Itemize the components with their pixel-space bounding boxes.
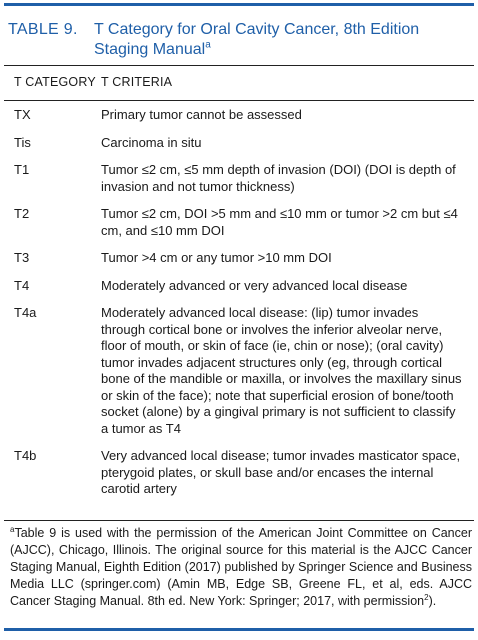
footnote-text: Table 9 is used with the permission of the American Joint Committee on Cancer (AJCC), Chicago, Illinois. The original source for this material is the AJCC Cancer Staging Manual, Eighth Edition (2017) published by Springer Science and Business Media LLC (springer.com) (Amin MB, Edge SB, Greene FL, et al, eds. AJCC Cancer Staging Manual. 8th ed. New York: Springer; 2017, with permission: [10, 526, 472, 608]
table-row: [4, 305, 474, 437]
row-category: T4a: [14, 305, 37, 320]
table-row: [4, 206, 474, 239]
row-category: TX: [14, 107, 31, 122]
table-header-row: [4, 65, 474, 101]
reference-number: 2: [424, 592, 429, 602]
row-criteria: Very advanced local disease; tumor invades masticator space, pterygoid plates, or skull base and/or encases the internal carotid artery: [101, 448, 461, 496]
table-footnote: [10, 525, 472, 610]
table-number: TABLE 9.: [8, 21, 78, 38]
header-t-category: T CATEGORY: [14, 75, 96, 89]
footnote-end: ).: [428, 594, 437, 608]
header-t-criteria: T CRITERIA: [101, 75, 173, 89]
table-bottom-rule: [4, 520, 474, 521]
row-category: T4b: [14, 448, 37, 463]
table-row: [4, 107, 474, 124]
row-criteria: Tumor ≤2 cm, DOI >5 mm and ≤10 mm or tumor >2 cm but ≤4 cm, and ≤10 mm DOI: [101, 206, 458, 238]
footnote-marker: a: [205, 39, 211, 51]
table-row: [4, 278, 474, 295]
table-row: [4, 448, 474, 498]
row-criteria: Tumor >4 cm or any tumor >10 mm DOI: [101, 250, 332, 265]
row-criteria: Moderately advanced local disease: (lip) tumor invades through cortical bone or involves the inferior alveolar nerve, floor of mouth, or skin of face (ie, chin or nose); (oral cavity) tumor invades adjacent structures only (eg, through cortical bone of the mandible or maxilla, or involves the maxillary sinus or skin of the face); note that superficial erosion of bone/tooth socket (alone) by a gingival primary is not sufficient to classify a tumor as T4: [101, 305, 462, 436]
row-criteria: Moderately advanced or very advanced local disease: [101, 277, 408, 293]
row-category: T4: [14, 277, 30, 293]
footnote-mark: a: [10, 524, 15, 534]
row-criteria: Primary tumor cannot be assessed: [101, 107, 302, 122]
row-category: Tis: [14, 134, 31, 150]
row-criteria: Tumor ≤2 cm, ≤5 mm depth of invasion (DOI) (DOI is depth of invasion and not tumor thickness): [101, 162, 456, 194]
top-accent-rule: [4, 3, 474, 6]
table-row: [4, 162, 474, 195]
table-caption: [94, 20, 464, 60]
row-category: T1: [14, 162, 30, 177]
row-category: T3: [14, 250, 30, 265]
table-caption-text: T Category for Oral Cavity Cancer, 8th Edition Staging Manual: [94, 21, 420, 58]
row-criteria: Carcinoma in situ: [101, 134, 202, 150]
bottom-accent-rule: [4, 628, 474, 631]
table-row: [4, 135, 474, 152]
t-category-table: [4, 65, 474, 498]
table-row: [4, 250, 474, 267]
row-category: T2: [14, 206, 30, 221]
